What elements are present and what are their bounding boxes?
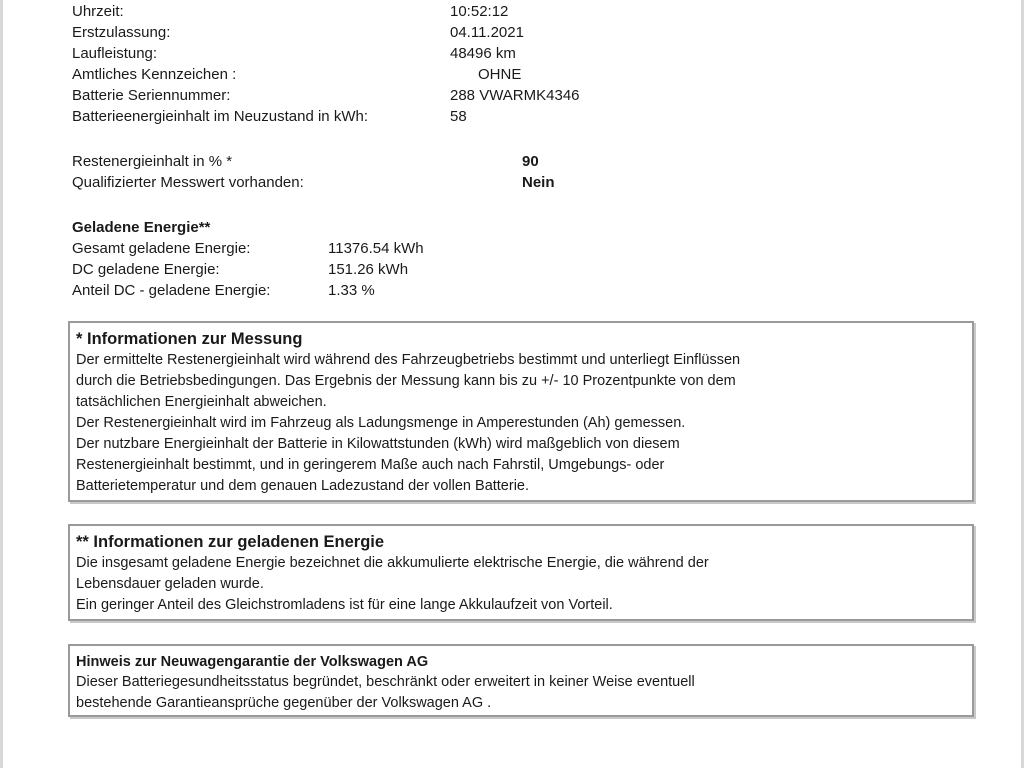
qualified-measurement-label: Qualifizierter Messwert vorhanden: bbox=[72, 174, 304, 191]
measurement-info-line: Der ermittelte Restenergieinhalt wird während des Fahrzeugbetriebs bestimmt und unterliegt Einflüssen bbox=[76, 352, 741, 368]
measurement-info-line: tatsächlichen Energieinhalt abweichen. bbox=[76, 394, 327, 410]
mileage-label: Laufleistung: bbox=[72, 45, 158, 62]
charged-energy-info-box bbox=[68, 524, 974, 621]
measurement-info-line: Restenergieinhalt bestimmt, und in geringerem Maße auch nach Fahrstil, Umgebungs- oder bbox=[76, 457, 665, 473]
dc-share-value: 1.33 % bbox=[328, 282, 375, 299]
dc-charged-label: DC geladene Energie: bbox=[72, 261, 220, 278]
battery-capacity-new-label: Batterieenergieinhalt im Neuzustand in kWh: bbox=[72, 108, 368, 125]
remaining-energy-label: Restenergieinhalt in % * bbox=[72, 153, 233, 170]
license-plate-value: OHNE bbox=[478, 66, 522, 83]
warranty-note-line: bestehende Garantieansprüche gegenüber der Volkswagen AG . bbox=[76, 695, 492, 711]
measurement-info-line: durch die Betriebsbedingungen. Das Ergebnis der Messung kann bis zu +/- 10 Prozentpunkte von dem bbox=[76, 373, 736, 389]
measurement-info-box bbox=[68, 321, 974, 502]
charged-energy-info-line: Die insgesamt geladene Energie bezeichnet die akkumulierte elektrische Energie, die während der bbox=[76, 555, 709, 571]
license-plate-label: Amtliches Kennzeichen : bbox=[72, 66, 237, 83]
battery-serial-label: Batterie Seriennummer: bbox=[72, 87, 231, 104]
dc-share-label: Anteil DC - geladene Energie: bbox=[72, 282, 271, 299]
charged-energy-info-title: ** Informationen zur geladenen Energie bbox=[76, 533, 385, 551]
measurement-info-line: Batterietemperatur und dem genauen Ladezustand der vollen Batterie. bbox=[76, 478, 530, 494]
measurement-info-title: * Informationen zur Messung bbox=[76, 330, 303, 348]
total-charged-label: Gesamt geladene Energie: bbox=[72, 240, 251, 257]
warranty-note-title: Hinweis zur Neuwagengarantie der Volkswagen AG bbox=[76, 654, 429, 670]
battery-serial-value: 288 VWARMK4346 bbox=[450, 87, 580, 104]
time-value: 10:52:12 bbox=[450, 3, 509, 20]
measurement-info-line: Der nutzbare Energieinhalt der Batterie in Kilowattstunden (kWh) wird maßgeblich von diesem bbox=[76, 436, 680, 452]
dc-charged-value: 151.26 kWh bbox=[328, 261, 409, 278]
warranty-note-box bbox=[68, 644, 974, 717]
first-registration-label: Erstzulassung: bbox=[72, 24, 171, 41]
battery-capacity-new-value: 58 bbox=[450, 108, 467, 125]
first-registration-value: 04.11.2021 bbox=[450, 24, 524, 41]
time-label: Uhrzeit: bbox=[72, 3, 124, 20]
charged-energy-heading: Geladene Energie** bbox=[72, 219, 211, 236]
measurement-info-line: Der Restenergieinhalt wird im Fahrzeug als Ladungsmenge in Amperestunden (Ah) gemessen. bbox=[76, 415, 686, 431]
charged-energy-info-line: Ein geringer Anteil des Gleichstromladens ist für eine lange Akkulaufzeit von Vorteil. bbox=[76, 597, 613, 613]
charged-energy-info-line: Lebensdauer geladen wurde. bbox=[76, 576, 264, 592]
mileage-value: 48496 km bbox=[450, 45, 516, 62]
remaining-energy-value: 90 bbox=[522, 153, 539, 170]
qualified-measurement-value: Nein bbox=[522, 174, 555, 191]
warranty-note-line: Dieser Batteriegesundheitsstatus begründet, beschränkt oder erweitert in keiner Weise eventuell bbox=[76, 674, 695, 690]
total-charged-value: 11376.54 kWh bbox=[328, 240, 424, 257]
page-edge-left bbox=[0, 0, 3, 768]
